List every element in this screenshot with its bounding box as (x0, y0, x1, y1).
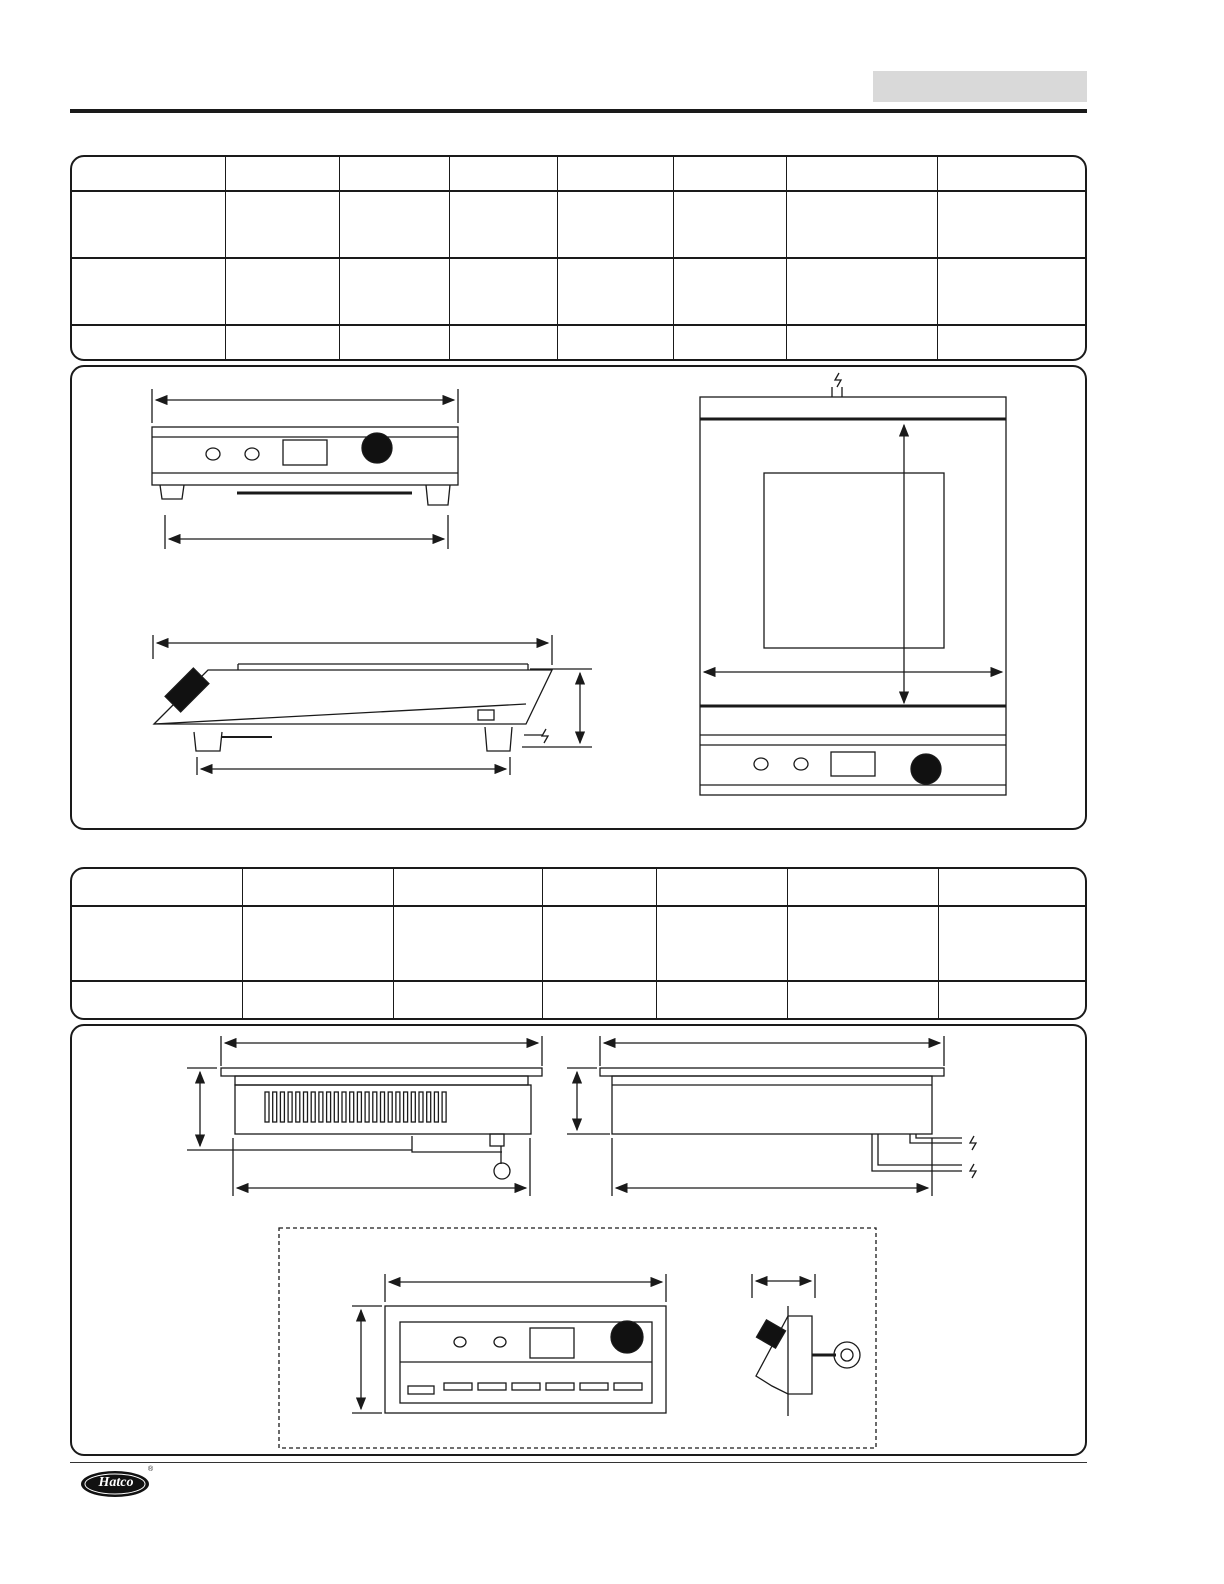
table-cell (786, 258, 937, 325)
footer-rule (70, 1462, 1087, 1463)
table-cell (937, 325, 1085, 359)
vent-slot (404, 1092, 408, 1122)
vent-slot (381, 1092, 385, 1122)
vent-slot (311, 1092, 315, 1122)
vent-slot (396, 1092, 400, 1122)
drop-in-front-view (187, 1036, 542, 1196)
table-cell (339, 191, 449, 258)
table-cell (937, 258, 1085, 325)
table-row (72, 258, 1085, 325)
table-row (72, 191, 1085, 258)
header-tab (873, 71, 1087, 102)
vent-slot (411, 1092, 415, 1122)
electrical-connection-icon (970, 1136, 976, 1150)
table-cell (786, 325, 937, 359)
vent-slot (334, 1092, 338, 1122)
table-cell (449, 258, 557, 325)
vent-slot (280, 1092, 284, 1122)
table-cell (242, 869, 393, 906)
table-cell (557, 325, 673, 359)
electrical-connection-icon (835, 373, 841, 387)
table-cell (673, 258, 786, 325)
vent-opening (614, 1383, 642, 1390)
vent-slot (265, 1092, 269, 1122)
table-cell (656, 906, 787, 981)
table-cell (937, 157, 1085, 191)
vent-slots (265, 1092, 446, 1122)
table-cell (449, 191, 557, 258)
vent-slot (427, 1092, 431, 1122)
table-cell (242, 906, 393, 981)
drop-in-side-view (567, 1036, 976, 1196)
table-cell (786, 157, 937, 191)
remote-control-front-view (352, 1274, 666, 1413)
vent-slot (357, 1092, 361, 1122)
table-row (72, 325, 1085, 359)
table-cell (72, 258, 225, 325)
table-cell (938, 981, 1085, 1018)
table-cell (339, 325, 449, 359)
table-cell (225, 325, 339, 359)
table-cell (72, 981, 242, 1018)
table-cell (225, 258, 339, 325)
table-cell (393, 981, 542, 1018)
vent-slot (273, 1092, 277, 1122)
table-cell (393, 869, 542, 906)
table-row (72, 906, 1085, 981)
table-cell (557, 157, 673, 191)
drawing-panel-countertop (70, 365, 1087, 830)
vent-opening (444, 1383, 472, 1390)
table-cell (673, 191, 786, 258)
table-cell (72, 191, 225, 258)
remote-control-detail (279, 1228, 876, 1448)
remote-control-side-view (752, 1274, 860, 1416)
vent-slot (388, 1092, 392, 1122)
table-cell (72, 869, 242, 906)
vent-slot (419, 1092, 423, 1122)
header-rule (70, 109, 1087, 113)
table-cell (542, 869, 656, 906)
table-cell (72, 157, 225, 191)
table-cell (72, 325, 225, 359)
hatco-logo (80, 1468, 152, 1500)
table-cell (938, 906, 1085, 981)
spec-table-2-grid (72, 869, 1085, 1018)
vent-slot (365, 1092, 369, 1122)
table-cell (449, 157, 557, 191)
table-cell (225, 157, 339, 191)
table-cell (673, 325, 786, 359)
table-row (72, 981, 1085, 1018)
vent-slot (288, 1092, 292, 1122)
spec-table-2 (70, 867, 1087, 1020)
vent-slot (373, 1092, 377, 1122)
table-cell (542, 906, 656, 981)
table-cell (542, 981, 656, 1018)
vent-opening (512, 1383, 540, 1390)
spec-table-1 (70, 155, 1087, 361)
vent-opening (546, 1383, 574, 1390)
table-cell (937, 191, 1085, 258)
table-cell (449, 325, 557, 359)
electrical-connection-icon (542, 729, 548, 743)
drawing-panel-drop-in (70, 1024, 1087, 1456)
vent-slot (442, 1092, 446, 1122)
electrical-connection-icon (970, 1164, 976, 1178)
table-cell (787, 906, 938, 981)
vent-opening (478, 1383, 506, 1390)
table-cell (787, 981, 938, 1018)
table-cell (393, 906, 542, 981)
table-cell (339, 157, 449, 191)
table-cell (787, 869, 938, 906)
table-cell (938, 869, 1085, 906)
drop-in-drawings (72, 1026, 1089, 1458)
hatco-logo-text: Hatco (98, 1475, 134, 1490)
vent-opening (580, 1383, 608, 1390)
table-row (72, 157, 1085, 191)
table-row (72, 869, 1085, 906)
vent-slot (342, 1092, 346, 1122)
table-cell (656, 981, 787, 1018)
vent-slot (304, 1092, 308, 1122)
table-cell (557, 191, 673, 258)
table-cell (557, 258, 673, 325)
table-cell (339, 258, 449, 325)
side-view (153, 635, 592, 775)
table-cell (786, 191, 937, 258)
top-view (700, 373, 1006, 795)
vent-slot (327, 1092, 331, 1122)
front-view (152, 389, 458, 549)
table-cell (242, 981, 393, 1018)
vent-slot (319, 1092, 323, 1122)
table-cell (656, 869, 787, 906)
trademark-symbol: ® (148, 1466, 154, 1473)
table-cell (673, 157, 786, 191)
vent-slot (296, 1092, 300, 1122)
spec-table-1-grid (72, 157, 1085, 359)
vent-slot (434, 1092, 438, 1122)
vent-slot (350, 1092, 354, 1122)
table-cell (225, 191, 339, 258)
countertop-drawings (72, 367, 1089, 832)
table-cell (72, 906, 242, 981)
